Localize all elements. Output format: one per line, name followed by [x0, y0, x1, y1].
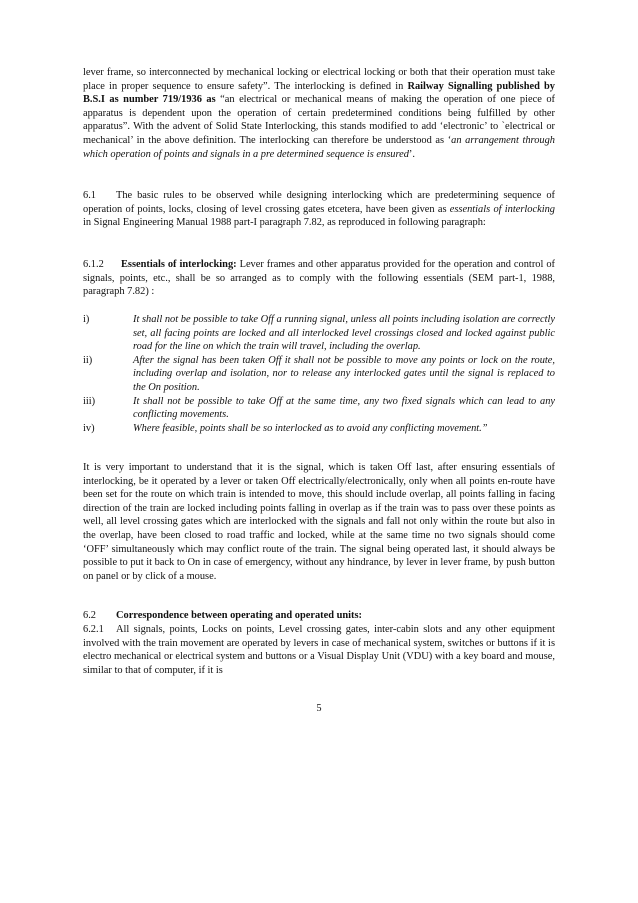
section-number: 6.2 [83, 610, 96, 621]
signal-explanation-paragraph [83, 461, 555, 583]
intro-text-2: “an electrical or mechanical means of making the operation of one piece of apparatus is dependent upon the operation of certain predetermined conditions being fulfilled by other apparatus”. With the advent of Solid State Interlocking, this stands modified to add ‘electronic’ to `electrical or mechanical’ in the above definition. The interlocking can therefore be understood as ‘ [83, 94, 555, 146]
section-6-1-2-heading: Essentials of interlocking: [121, 259, 237, 270]
list-item-text: Where feasible, points shall be so interlocked as to avoid any conflicting movement.” [133, 422, 488, 434]
intro-text-1: lever frame, so interconnected by mechanical locking or electrical locking or both that their operation must take place in proper sequence to ensure safety”. The interlocking is defined in [83, 67, 555, 92]
list-item-number: ii) [83, 354, 93, 366]
section-6-1-italic: essentials of interlocking [449, 203, 555, 215]
list-item-text: It shall not be possible to take Off at the same time, any two fixed signals which can lead to any conflicting movements. [133, 395, 555, 421]
section-number: 6.1 [83, 190, 96, 201]
section-6-1-text-2: in Signal Engineering Manual 1988 part-I paragraph 7.82, as reproduced in following paragraph: [83, 217, 486, 229]
section-6-2-heading [83, 609, 555, 623]
section-6-2-title: Correspondence between operating and operated units: [116, 610, 363, 621]
signal-explanation-text: It is very important to understand that it is the signal, which is taken Off last, after ensuring essentials of interlocking, be it operated by a lever or taken Off electrically/electronically, only when all points en-route have been set for the route on which train is intended to move, this should include overlap, all points falling in facing direction of the train are locked including points falling in overlap as if the train was to pass over these points as well, all level crossing gates which are interlocked with the signals and fall not only within the route but also in the overlap, have been closed to road traffic and locked, while at the same time no two signals should come ‘OFF’ simultaneously which may conflict route of the train. The signal being operated last, it should always be possible to put it back to On in case of emergency, without any hindrance, by lever in lever frame, by push button on panel or by click of a mouse. [83, 462, 555, 582]
intro-text-3: ’. [408, 148, 415, 160]
section-6-1-2-paragraph [83, 258, 555, 299]
list-item-text: After the signal has been taken Off it shall not be possible to move any points or lock on the route, including overlap and isolation, nor to release any interlocked gates until the signal is replaced to the On position. [133, 354, 555, 393]
list-item [83, 313, 555, 354]
list-item [83, 422, 555, 436]
section-6-1-text-1: The basic rules to be observed while designing interlocking which are predetermining sequence of operation of points, locks, closing of level crossing gates etcetera, have been given as [83, 190, 555, 215]
section-6-2-1-text: All signals, points, Locks on points, Level crossing gates, inter-cabin slots and any other equipment involved with the train movement are operated by levers in case of mechanical system, switches or buttons if it is electro mechanical or electrical system and buttons or a Visual Display Unit (VDU) with a key board and mouse, similar to that of computer, if it is [83, 624, 555, 676]
section-6-2-1-paragraph [83, 623, 555, 677]
list-item-number: iii) [83, 395, 96, 407]
section-number: 6.2.1 [83, 624, 104, 635]
section-number: 6.1.2 [83, 259, 104, 270]
list-item [83, 395, 555, 422]
intro-italic-definition: an arrangement through which operation of points and signals in a pre determined sequence is ensured [83, 134, 555, 160]
page-number: 5 [316, 703, 322, 714]
section-6-1-paragraph [83, 189, 555, 230]
essentials-list [83, 313, 555, 435]
section-6-1-2-text: Lever frames and other apparatus provided for the operation and control of signals, points, etc., shall be so arranged as to comply with the following essentials (SEM part-1, 1988, paragraph 7.82) : [83, 259, 555, 298]
list-item-number: iv) [83, 422, 95, 434]
intro-bold-reference: Railway Signalling published by B.S.I as number 719/1936 as [83, 80, 555, 106]
list-item-number: i) [83, 314, 90, 325]
list-item [83, 354, 555, 395]
intro-paragraph [83, 66, 555, 161]
list-item-text: It shall not be possible to take Off a running signal, unless all points including isolation are correctly set, all facing points are locked and all interlocked level crossings closed and locked against public road for the line on which the train will travel, including the overlap. [133, 314, 555, 353]
